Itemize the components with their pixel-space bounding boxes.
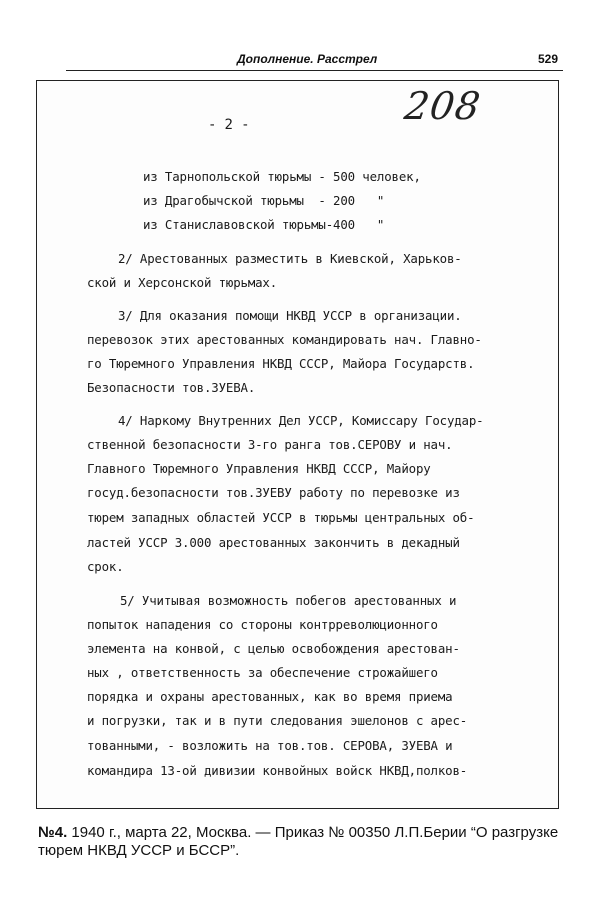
- text-line: попыток нападения со стороны контрреволюционного: [87, 617, 438, 632]
- text-line: порядка и охраны арестованных, как во время приема: [87, 689, 453, 704]
- text-line: тюрем западных областей УССР в тюрьмы центральных об-: [87, 510, 475, 525]
- caption-number: №4.: [38, 824, 68, 841]
- text-line: ственной безопасности 3-го ранга тов.СЕРОВУ и нач.: [87, 437, 453, 452]
- header-rule: [66, 70, 563, 71]
- text-line: из Станиславовской тюрьмы-400 ": [143, 217, 385, 232]
- caption-text: 1940 г., марта 22, Москва. — Приказ № 00350 Л.П.Берии “О разгрузке тюрем НКВД УССР и БССР”.: [38, 824, 559, 859]
- document-caption: [38, 824, 573, 860]
- text-line: госуд.безопасности тов.ЗУЕВУ работу по перевозке из: [87, 485, 460, 500]
- text-line: тованными, - возложить на тов.тов. СЕРОВА, ЗУЕВА и: [87, 738, 453, 753]
- text-line: го Тюремного Управления НКВД СССР, Майора Государств.: [87, 356, 475, 371]
- text-line: ных , ответственность за обеспечение строжайшего: [87, 665, 438, 680]
- text-line: командира 13-ой дивизии конвойных войск НКВД,полков-: [87, 763, 468, 778]
- running-header-title: Дополнение. Расстрел: [237, 52, 378, 66]
- text-line: 4/ Наркому Внутренних Дел УССР, Комиссару Государ-: [118, 413, 484, 428]
- text-line: элемента на конвой, с целью освобождения арестован-: [87, 641, 460, 656]
- text-line: 3/ Для оказания помощи НКВД УССР в организации.: [118, 308, 462, 323]
- text-line: ской и Херсонской тюрьмах.: [87, 275, 278, 290]
- text-line: и погрузки, так и в пути следования эшелонов с арес-: [87, 713, 468, 728]
- handwritten-archive-number: 208: [401, 84, 484, 128]
- text-line: Безопасности тов.ЗУЕВА.: [87, 380, 256, 395]
- text-line: срок.: [87, 559, 124, 574]
- text-line: 5/ Учитывая возможность побегов арестованных и: [120, 593, 457, 608]
- text-line: Главного Тюремного Управления НКВД СССР, Майору: [87, 461, 431, 476]
- page-number: 529: [538, 52, 559, 66]
- text-line: ластей УССР 3.000 арестованных закончить в декадный: [87, 535, 460, 550]
- text-line: из Драгобычской тюрьмы - 200 ": [143, 193, 385, 208]
- text-line: из Тарнопольской тюрьмы - 500 человек,: [143, 169, 421, 184]
- text-line: перевозок этих арестованных командировать нач. Главно-: [87, 332, 482, 347]
- text-line: 2/ Арестованных разместить в Киевской, Харьков-: [118, 251, 462, 266]
- page-marker: - 2 -: [208, 117, 250, 133]
